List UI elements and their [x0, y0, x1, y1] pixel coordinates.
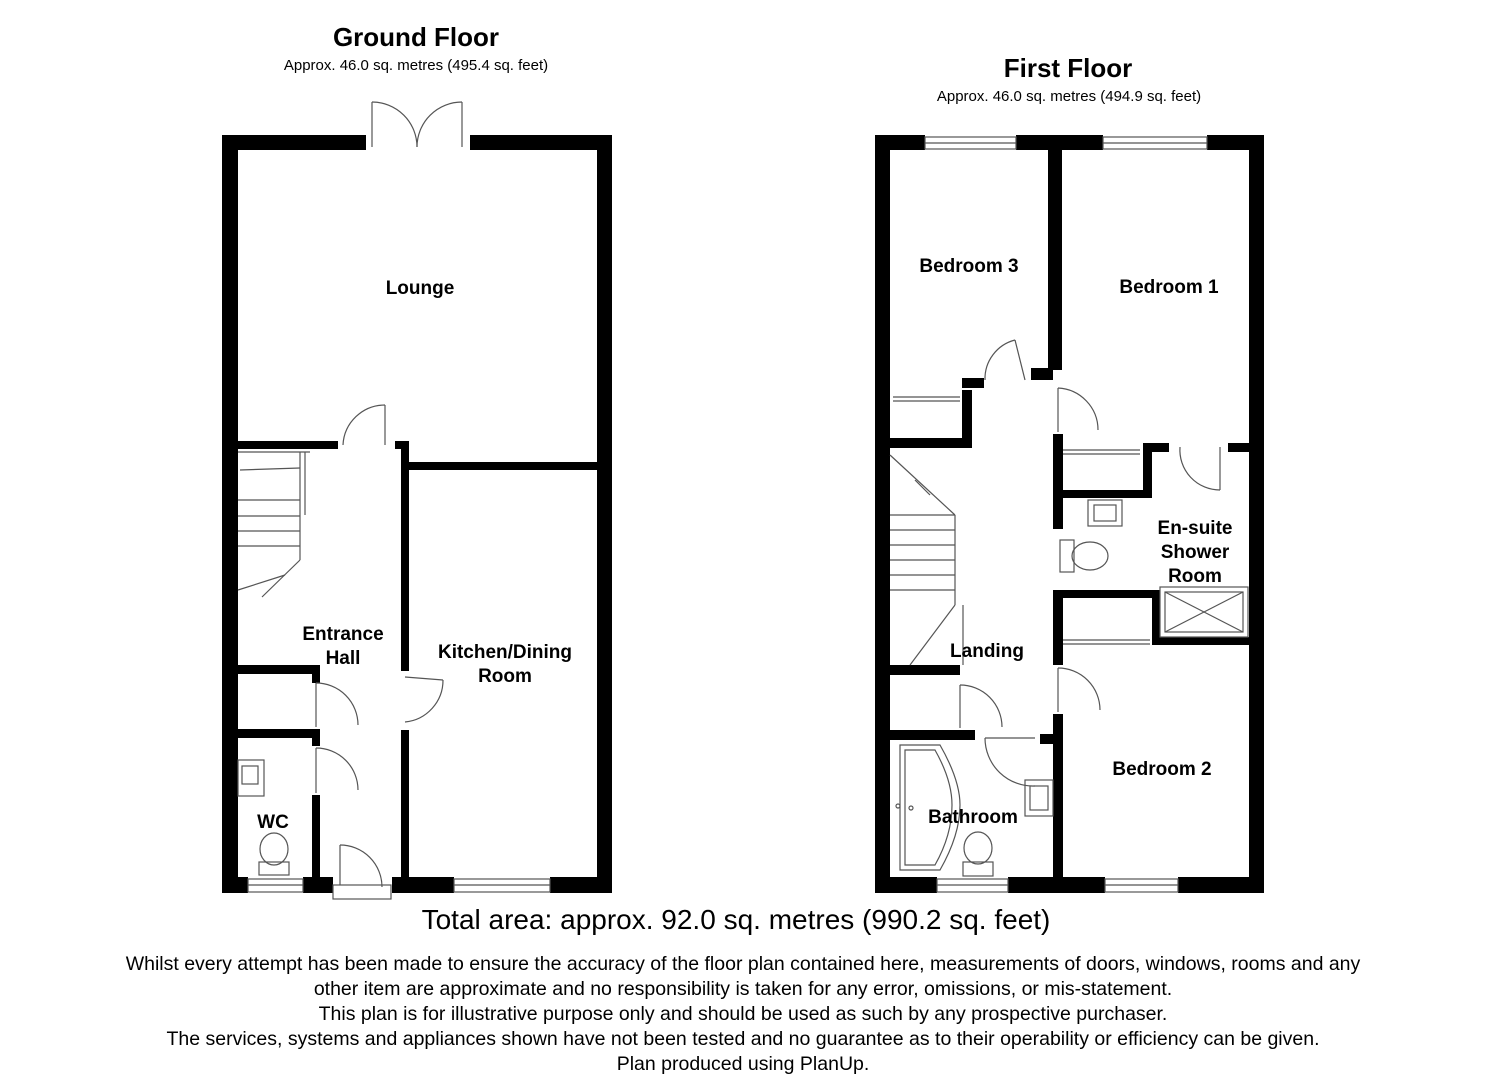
ground-floor-area: Approx. 46.0 sq. metres (495.4 sq. feet) — [283, 57, 549, 74]
room-label-lounge: Lounge — [385, 278, 455, 299]
disclaimer-line: This plan is for illustrative purpose only and should be used as such by any prospective purchaser. — [318, 1003, 1168, 1025]
room-label-line: Shower — [1160, 542, 1230, 563]
disclaimer-line: Whilst every attempt has been made to ensure the accuracy of the floor plan contained here, measurements of doors, windows, rooms and any — [125, 953, 1361, 975]
room-label-landing: Landing — [950, 641, 1024, 662]
room-label-wc: WC — [257, 812, 289, 833]
disclaimer-line: other item are approximate and no responsibility is taken for any error, omissions, or mis-statement. — [313, 978, 1173, 1000]
room-label-bathroom: Bathroom — [928, 807, 1018, 828]
room-label-bedroom-3: Bedroom 3 — [919, 256, 1019, 277]
total-area: Total area: approx. 92.0 sq. metres (990.2 sq. feet) — [421, 904, 1051, 935]
room-label-kitchen-dining — [415, 641, 595, 689]
ground-floor-title: Ground Floor — [332, 22, 500, 52]
room-label-line: En-suite — [1157, 518, 1233, 539]
room-label-line: Entrance — [302, 624, 384, 645]
first-floor-title: First Floor — [1003, 53, 1133, 83]
room-label-line: Room — [478, 666, 532, 687]
disclaimer-line: Plan produced using PlanUp. — [616, 1053, 870, 1075]
ground-floor-fixtures — [238, 102, 550, 899]
ground-floor-plan — [222, 102, 612, 899]
disclaimer — [13, 952, 1473, 1077]
room-label-line: Hall — [325, 648, 361, 669]
room-label-line: Kitchen/Dining — [437, 642, 573, 663]
room-label-bedroom-1: Bedroom 1 — [1119, 277, 1219, 298]
room-label-bedroom-2: Bedroom 2 — [1112, 759, 1212, 780]
room-label-line: Room — [1168, 566, 1222, 587]
ground-floor-walls — [222, 135, 612, 893]
disclaimer-line: The services, systems and appliances shown have not been tested and no guarantee as to their operability or efficiency can be given. — [166, 1028, 1320, 1050]
room-label-ensuite — [1130, 517, 1260, 589]
first-floor-area: Approx. 46.0 sq. metres (494.9 sq. feet) — [936, 88, 1202, 105]
room-label-entrance-hall — [263, 623, 423, 671]
